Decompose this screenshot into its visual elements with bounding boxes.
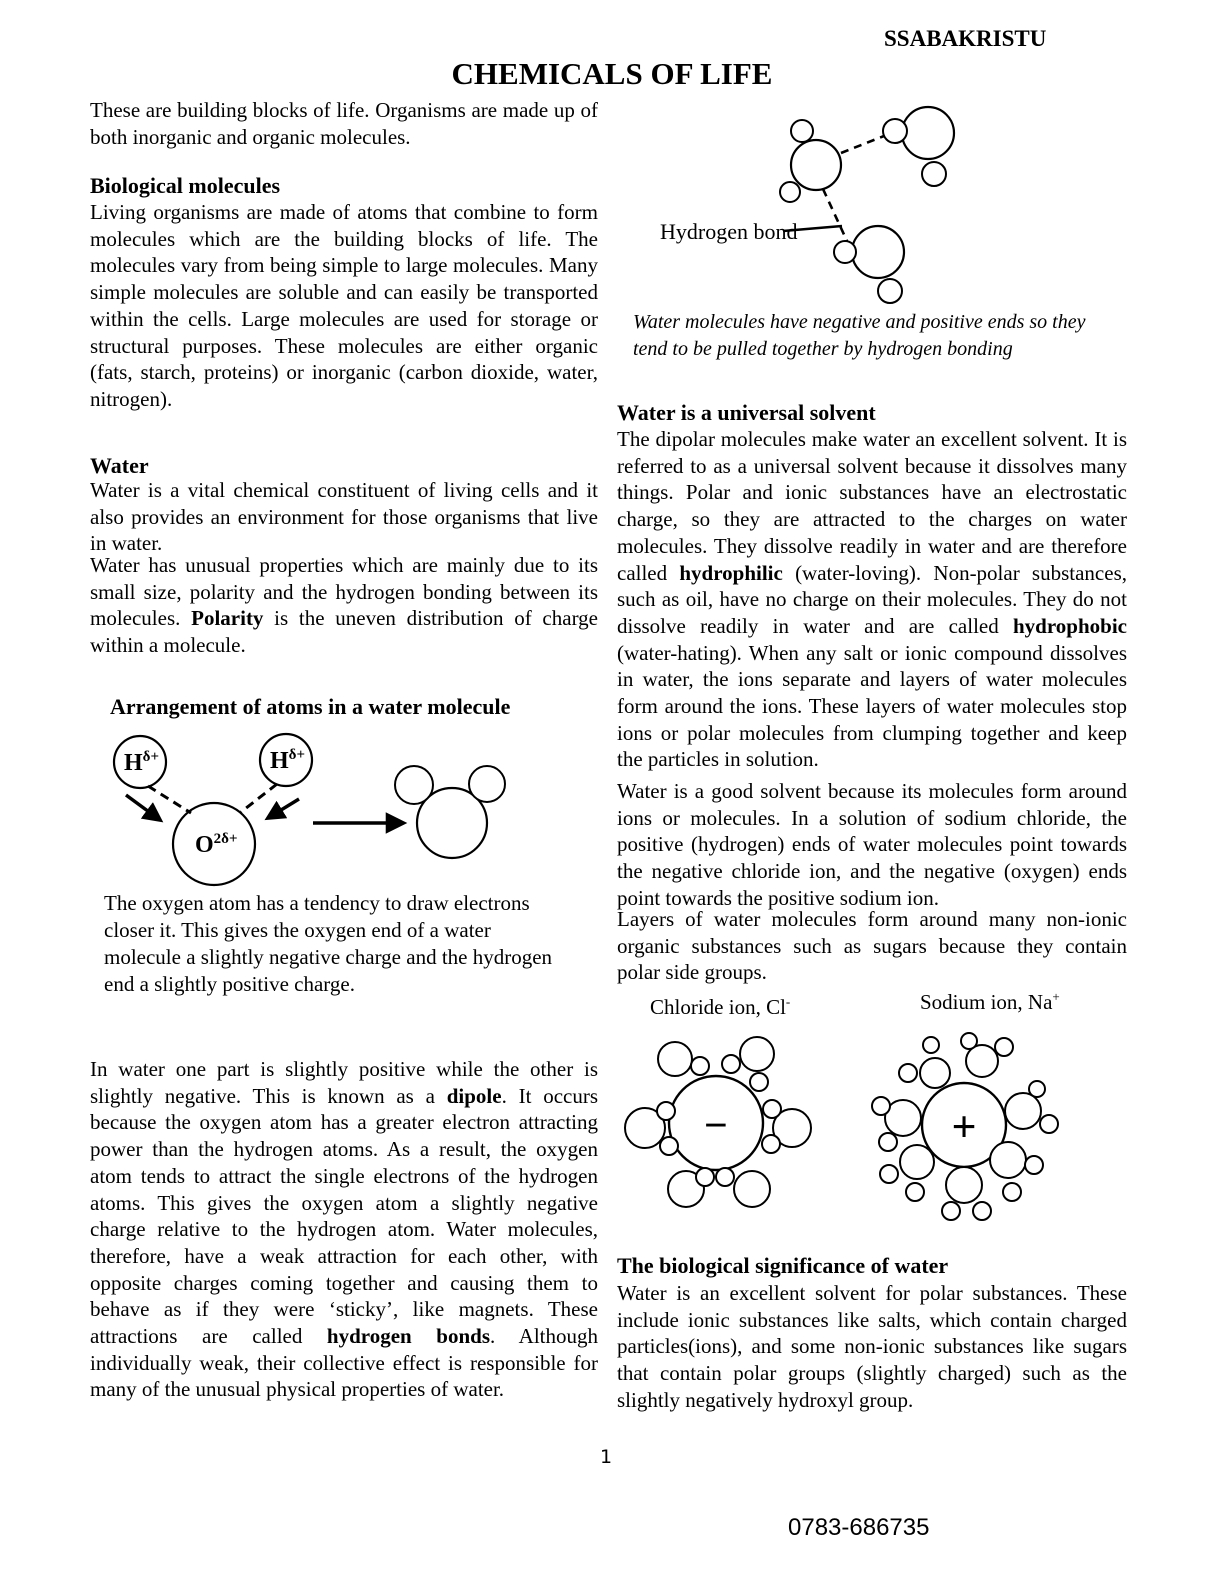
watermark-header: SSABAKRISTU	[884, 26, 1047, 51]
water-molecules-diagram	[630, 95, 1100, 307]
hydrogen-bond-label: Hydrogen bond	[660, 219, 798, 244]
water-molecule	[834, 226, 904, 303]
water-paragraph-1: Water is a vital chemical constituent of living cells and it also provides an environment for those organisms that live in water.	[90, 478, 598, 556]
sodium-ion-label: Sodium ion, Na+	[920, 989, 1060, 1014]
polar-bond-dashed-line	[148, 786, 191, 813]
hydrogen-atom-circle	[469, 766, 505, 802]
oxygen-tendency-text: The oxygen atom has a tendency to draw electrons closer it. This gives the oxygen end of a water molecule a slightly negative charge and the hydrogen end a slightly positive charge.	[104, 891, 553, 996]
page-number: 1	[600, 1446, 613, 1468]
water-molecule	[780, 120, 841, 202]
biological-significance-paragraph: Water is an excellent solvent for polar substances. These include ionic substances like salts, which contain charged particles(ions), and some non-ionic substances like sugars that contain polar groups (slightly charged) such as the slightly negatively hydroxyl group.	[617, 1281, 1127, 1412]
hydrogen-label: $H^{\delta+}$	[270, 747, 306, 774]
hydrogen-label: $H^{\delta+}$	[124, 749, 160, 776]
dipole-paragraph: In water one part is slightly positive while the other is slightly negative. This is known as a dipole. It occurs because the oxygen atom has a greater electron attracting power than the hydrogen atoms. As a result, the oxygen atom tends to attract the single electrons of the hydrogen atoms. This gives the oxygen atom a slightly negative charge relative to the hydrogen atom. Water molecules, therefore, have a weak attraction for each other, with opposite charges coming together and causing them to behave as if they were ‘sticky’, like magnets. These attractions are called hydrogen bonds. Although individually weak, their collective effect is responsible for many of the unusual physical properties of water.	[90, 1057, 598, 1402]
good-solvent-paragraph: Water is a good solvent because its molecules form around ions or molecules. In a solution of sodium chloride, the positive (hydrogen) ends of water molecules point towards the negative chloride ion, and the negative (oxygen) ends point towards the positive sodium ion.	[617, 779, 1127, 910]
hydrogen-atom-circle	[395, 766, 433, 804]
electron-pull-arrow	[268, 799, 299, 818]
water-molecule-arrangement-diagram	[95, 722, 515, 894]
electron-pull-arrow	[126, 795, 160, 820]
biological-significance-heading: The biological significance of water	[617, 1253, 949, 1278]
polar-bond-dashed-line	[241, 784, 277, 812]
water-molecule	[883, 107, 954, 186]
biological-molecules-heading: Biological molecules	[90, 173, 281, 198]
minus-sign: −	[704, 1103, 728, 1149]
hydrogen-bond-dashed-line	[841, 136, 884, 153]
oxygen-label: $O^{2\delta+}$	[195, 831, 238, 858]
sodium-ion-diagram	[872, 1033, 1058, 1220]
arrangement-heading: Arrangement of atoms in a water molecule	[110, 694, 511, 719]
universal-solvent-paragraph: The dipolar molecules make water an excellent solvent. It is referred to as a universal solvent because it dissolves many things. Polar and ionic substances have an electrostatic charge, so they are attracted to the charges on water molecules. They dissolve readily in water and are therefore called hydrophilic (water-loving). Non-polar substances, such as oil, have no charge on their molecules. They do not dissolve readily in water and are called hydrophobic (water-hating). When any salt or ionic compound dissolves in water, the ions separate and layers of water molecules form around the ions. These layers of water molecules stop ions or polar molecules from clumping together and keep the particles in solution.	[617, 427, 1127, 772]
intro-paragraph: These are building blocks of life. Organisms are made up of both inorganic and organic molecules.	[90, 98, 598, 149]
hydrogen-bond-dashed-line	[823, 189, 847, 241]
footer-phone-number: 0783-686735	[788, 1514, 930, 1541]
plus-sign: +	[951, 1102, 977, 1152]
chloride-ion-label: Chloride ion, Cl-	[650, 994, 791, 1019]
hydration-shells-diagram	[617, 1020, 1127, 1255]
biological-molecules-paragraph: Living organisms are made of atoms that combine to form molecules which are the building blocks of life. The molecules vary from being simple to large molecules. Many simple molecules are soluble and can easily be transported within the cells. Large molecules are used for storage or structural purposes. These molecules are either organic (fats, starch, proteins) or inorganic (carbon dioxide, water, nitrogen).	[90, 200, 598, 411]
chloride-ion-diagram	[625, 1037, 811, 1207]
layers-paragraph: Layers of water molecules form around many non-ionic organic substances such as sugars because they contain polar side groups.	[617, 907, 1127, 985]
molecule-diagram-caption: Water molecules have negative and positive ends so they tend to be pulled together by hydrogen bonding	[633, 311, 1086, 360]
water-heading: Water	[90, 453, 149, 478]
page-title: CHEMICALS OF LIFE	[451, 56, 773, 91]
water-paragraph-2: Water has unusual properties which are mainly due to its small size, polarity and the hydrogen bonding between its molecules. Polarity is the uneven distribution of charge within a molecule.	[90, 553, 599, 658]
universal-solvent-heading: Water is a universal solvent	[617, 400, 876, 425]
